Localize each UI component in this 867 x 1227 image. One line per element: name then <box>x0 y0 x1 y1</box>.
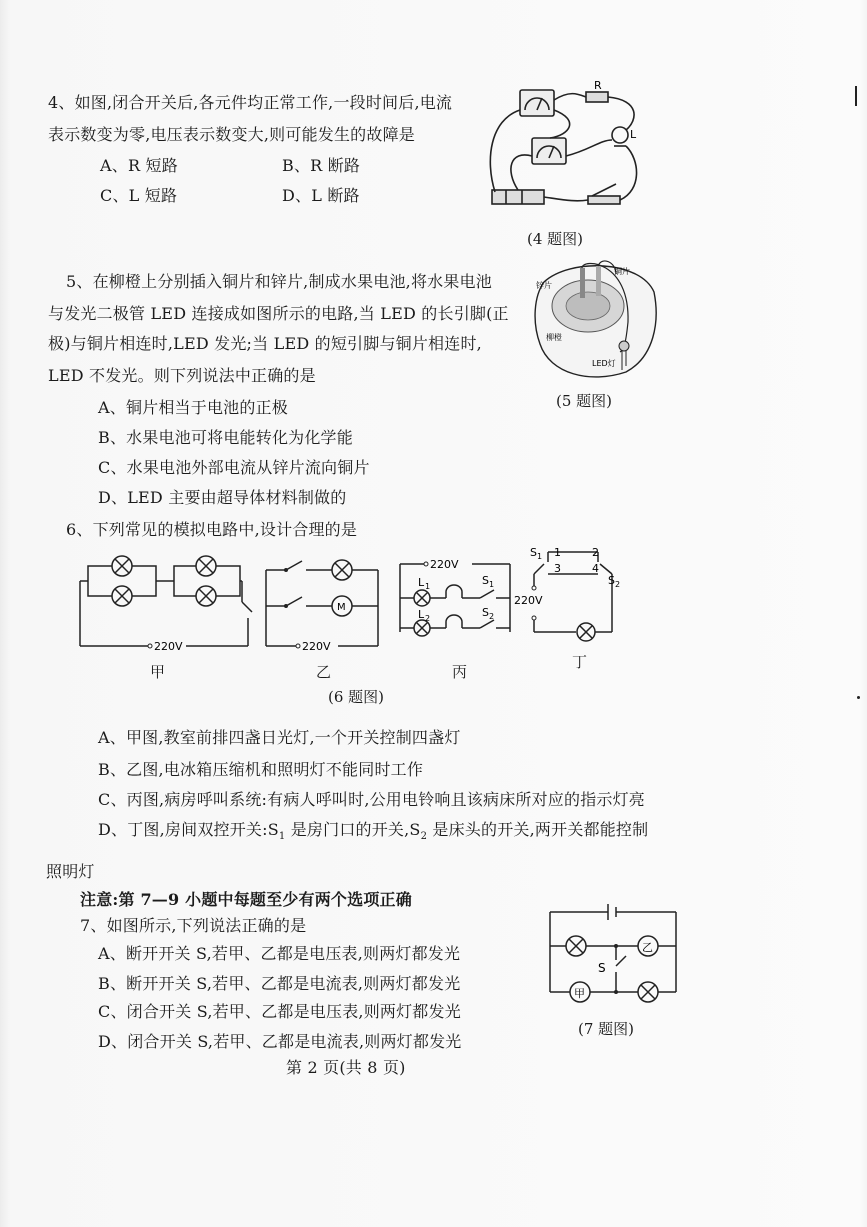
q6-circuit-jia <box>74 552 264 662</box>
q5-fruit-battery-figure <box>530 262 660 382</box>
q7-option-d: D、闭合开关 S,若甲、乙都是电流表,则两灯都发光 <box>98 1032 462 1051</box>
q6-label-jia: 甲 <box>150 663 166 681</box>
q4-figure-caption: (4 题图) <box>527 230 584 248</box>
q6-circuit-bing <box>394 552 524 642</box>
q5-stem-line2: 与发光二极管 LED 连接成如图所示的电路,当 LED 的长引脚(正 <box>48 304 509 323</box>
q7-option-a: A、断开开关 S,若甲、乙都是电压表,则两灯都发光 <box>98 944 461 963</box>
q6-circuit-ding <box>514 542 634 642</box>
q5-label-led: LED灯 <box>592 359 616 368</box>
q6-bing-s2: S <box>482 606 489 619</box>
q6-ding-s1-sub: 1 <box>537 552 543 561</box>
notice-text: 注意:第 7—9 小题中每题至少有两个选项正确 <box>80 890 412 909</box>
scan-dot <box>857 696 860 699</box>
q6-option-d-part3: 是床头的开关,两开关都能控制 <box>427 820 649 839</box>
q6-option-c: C、丙图,病房呼叫系统:有病人呼叫时,公用电铃响且该病床所对应的指示灯亮 <box>98 790 646 809</box>
q4-circuit-figure <box>470 80 650 220</box>
q6-ding-term2: 2 <box>592 546 599 559</box>
q5-option-b: B、水果电池可将电能转化为化学能 <box>98 428 353 447</box>
q6-bing-voltage: 220V <box>430 558 459 571</box>
q4-option-a: A、R 短路 <box>100 156 178 175</box>
scan-edge-mark <box>855 86 857 106</box>
q7-label-jia: 甲 <box>574 987 585 1000</box>
q6-bing-l2-sub: 2 <box>425 614 431 623</box>
q5-label-orange: 柳橙 <box>546 333 562 342</box>
q4-label-r: R <box>594 79 602 92</box>
q5-stem-line3: 极)与铜片相连时,LED 发光;当 LED 的短引脚与铜片相连时, <box>48 334 482 353</box>
q6-ding-s2: S <box>608 574 615 587</box>
page-footer: 第 2 页(共 8 页) <box>286 1058 406 1077</box>
q6-bing-s1: S <box>482 574 489 587</box>
q6-label-bing: 丙 <box>452 663 468 681</box>
q6-option-d-sub1: 1 <box>278 831 286 843</box>
q4-label-l: L <box>630 128 637 141</box>
q6-yi-voltage: 220V <box>302 640 331 653</box>
q6-label-ding: 丁 <box>572 653 588 671</box>
q4-option-b: B、R 断路 <box>282 156 361 175</box>
q5-option-c: C、水果电池外部电流从锌片流向铜片 <box>98 458 370 477</box>
q6-label-m: M <box>337 602 346 613</box>
q6-option-d-part1: D、丁图,房间双控开关:S <box>98 820 279 839</box>
q6-bing-l1: L <box>418 576 425 589</box>
q6-stem: 6、下列常见的模拟电路中,设计合理的是 <box>66 520 358 539</box>
q7-stem: 7、如图所示,下列说法正确的是 <box>80 916 307 935</box>
q6-option-d <box>98 820 648 847</box>
q5-option-a: A、铜片相当于电池的正极 <box>98 398 288 417</box>
q7-option-b: B、断开开关 S,若甲、乙都是电流表,则两灯都发光 <box>98 974 461 993</box>
q6-option-a: A、甲图,教室前排四盏日光灯,一个开关控制四盏灯 <box>98 728 461 747</box>
q6-circuit-yi <box>262 552 392 662</box>
q6-bing-l1-sub: 1 <box>425 582 431 591</box>
q4-stem-line2: 表示数变为零,电压表示数变大,则可能发生的故障是 <box>48 125 415 144</box>
q6-bing-l2: L <box>418 608 425 621</box>
q7-label-s: S <box>598 961 606 975</box>
q6-option-d-part2: 是房门口的开关,S <box>285 820 421 839</box>
q4-option-c: C、L 短路 <box>100 186 178 205</box>
q6-option-b: B、乙图,电冰箱压缩机和照明灯不能同时工作 <box>98 760 424 779</box>
q5-option-d: D、LED 主要由超导体材料制做的 <box>98 488 347 507</box>
q6-ding-term1: 1 <box>554 546 561 559</box>
q4-option-d: D、L 断路 <box>282 186 360 205</box>
q7-option-c: C、闭合开关 S,若甲、乙都是电压表,则两灯都发光 <box>98 1002 461 1021</box>
q7-figure-caption: (7 题图) <box>578 1020 635 1038</box>
q6-option-d-line2: 照明灯 <box>46 862 95 881</box>
q5-label-copper: 铜片 <box>614 267 630 276</box>
q6-option-d-sub2: 2 <box>420 831 428 843</box>
q5-label-zinc: 锌片 <box>536 281 552 290</box>
q4-stem-line1: 4、如图,闭合开关后,各元件均正常工作,一段时间后,电流 <box>48 93 453 112</box>
q6-figure-caption: (6 题图) <box>328 688 385 706</box>
q7-label-yi: 乙 <box>642 941 653 954</box>
q7-circuit-figure <box>544 902 684 1012</box>
q6-ding-s2-sub: 2 <box>615 580 621 589</box>
q6-ding-s1: S <box>530 546 537 559</box>
q6-jia-voltage: 220V <box>154 640 183 653</box>
q6-ding-term3: 3 <box>554 562 561 575</box>
q6-label-yi: 乙 <box>316 663 332 681</box>
q5-figure-caption: (5 题图) <box>556 392 613 410</box>
q6-bing-s2-sub: 2 <box>489 612 495 621</box>
q6-ding-voltage: 220V <box>514 594 543 607</box>
q5-stem-line4: LED 不发光。则下列说法中正确的是 <box>48 366 316 385</box>
q6-bing-s1-sub: 1 <box>489 580 495 589</box>
q6-ding-term4: 4 <box>592 562 599 575</box>
q5-stem-line1: 5、在柳橙上分别插入铜片和锌片,制成水果电池,将水果电池 <box>66 272 492 291</box>
